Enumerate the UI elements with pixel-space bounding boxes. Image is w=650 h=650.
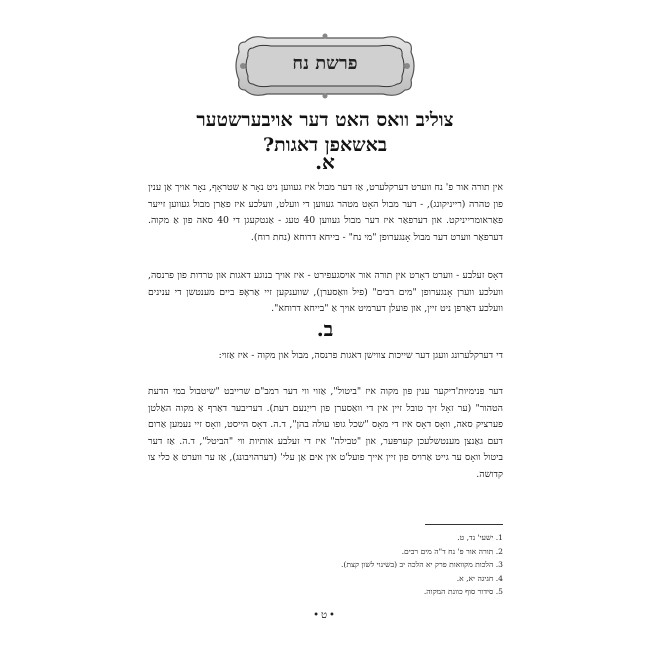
paragraph-4: דער פנימיות'דיקער ענין פון מקוה איז "ביטול", אַזוי ווי דער רמב"ם שרייבט "שיטבול במי הדעת הטהור" (ער זאָל זיך טובל זיין אין די וואַסערן פון רייַנעם דעת). דעריבער דאַרף אַ מקוה האַלטן פערציק סאה, וואָס דאָס איז די מאָס "שכל גופו עולה בהן", ד.ה. דאָס הייסט, וואָס זיי נעמען אַרום דעם גאַנצן מענטשלעכן קערפּער, און "טבילה" איז די זעלבע אותיות ווי "הביטל", ד.ה. אַז דער ביטול וואָס ער גייט אַרויס פון זיין אייך פועל'ט אין אים אַן עלי' (דערהויבונג), אַז ער ווערט אַ כלי צו קדושה.: [148, 386, 503, 480]
parsha-header-cartouche: [233, 28, 417, 104]
paragraph-3: די דערקלערונג וועגן דער שייכות צווישן דאגות פרנסה, מבול און מקוה - איז אַזוי:: [218, 350, 503, 361]
page-title-line-2: באשאפן דאגות?: [263, 134, 387, 156]
footnote-item: 3. הלכות מקוואות פרק יא הלכה יב (בשינוי לשון קצת).: [341, 560, 503, 570]
parsha-title: פרשת נח: [292, 53, 358, 74]
section-letter-2: ב.: [316, 317, 334, 341]
section-letter-1: א.: [315, 150, 335, 174]
footnote-item: 5. סידור סוף כוונת המקוה.: [423, 587, 503, 597]
footnote-divider: [425, 524, 503, 525]
footnote-item: 2. תורה אור פ' נח ד"ה מים רבים.: [401, 546, 503, 556]
paragraph-1: אין תורה אור פ' נח ווערט דערקלערט, אַז דער מבול איז געווען ניט נאָר אַ שטראָף, נאָר אויך אַן ענין פון טהרה (רייניקונג), - דער מבול האָט מטהר געווען די וועלט, וועלכע איז פאַרן מבול געווען זייער פאַראומרייניקט. און דערפאַר איז דער מבול געווען 40 טעג - אַנטקעגן די 40 סאה פון אַ מקוה. דערפאַר ווערט דער מבול אָנגערופן "מי נח" - בייחא דרוחא (נחת רוח).: [148, 182, 503, 243]
footnote-item: 1. ישעי' נד, ט.: [457, 533, 503, 542]
page-title-line-1: צוליב וואס האט דער אויבערשטער: [196, 109, 454, 131]
footnote-item: 4. חגיגה יא, א.: [456, 573, 503, 583]
paragraph-2: דאָס זעלבע - ווערט דאָרט אין תורה אור אויסגעפירט - איז אויך בנוגע דאגות און טרדות פון פרנסה, וועלכע ווערן אָנגערופן "מים רבים" (פיל וואַסערן), שווענקען זיי אַראָפּ ביים מענטשן די ענינים וועלכע דאַרפן ניט זיין, און פועלן דערמיט אויך אַ "בייחא דרוחא".: [148, 270, 503, 315]
footnotes-list: [250, 531, 503, 599]
page-number: •ט•: [313, 610, 337, 621]
